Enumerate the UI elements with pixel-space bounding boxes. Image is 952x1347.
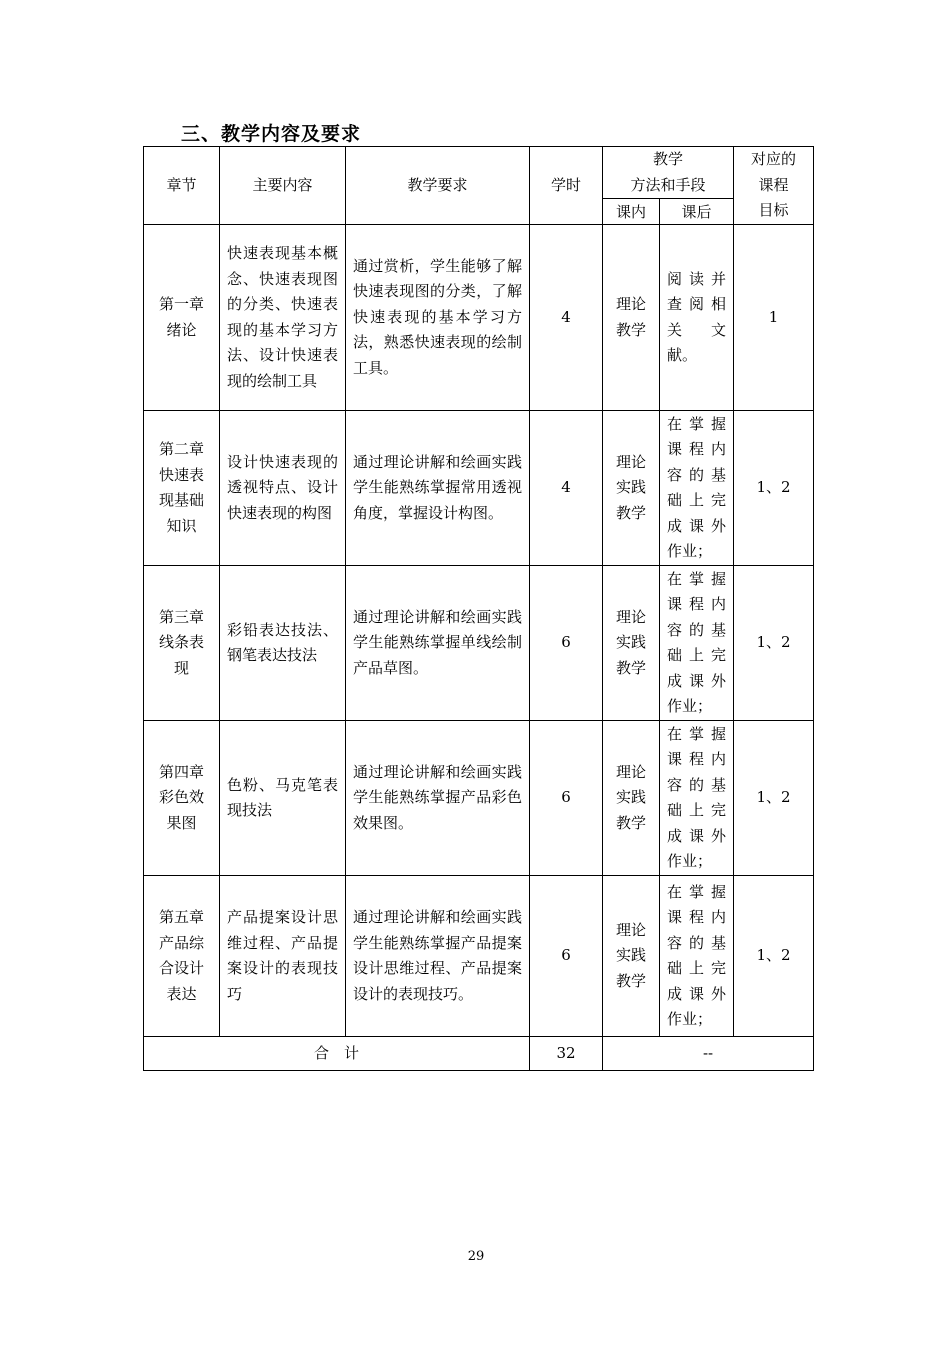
in-class-cell: 理论 实践 教学	[615, 762, 646, 832]
objectives-cell: 1、2	[734, 876, 814, 1037]
in-class-cell: 理论 教学	[615, 295, 646, 339]
after-class-line: 作业；	[667, 1010, 713, 1028]
after-class-line: 础上完	[667, 801, 727, 819]
after-class-line: 阅读并	[667, 269, 727, 288]
chapter-cell: 第三章 线条表 现	[158, 607, 204, 677]
in-class-cell: 理论 实践 教学	[615, 607, 646, 677]
total-label: 合 计	[144, 1037, 530, 1071]
total-hours: 32	[530, 1037, 603, 1071]
after-class-line: 容的基	[667, 465, 727, 484]
in-class-cell: 理论 实践 教学	[615, 452, 646, 522]
after-class-line: 在掌握	[667, 724, 727, 743]
objectives-cell: 1	[734, 225, 814, 411]
table-row	[144, 225, 814, 411]
header-main-content: 主要内容	[220, 147, 346, 225]
main-content-cell: 色粉、马克笔表现技法	[227, 775, 338, 819]
after-class-line: 容的基	[667, 775, 727, 794]
header-course-objectives: 对应的 课程 目标	[734, 147, 814, 225]
after-class-line: 课程内	[667, 908, 727, 926]
chapter-cell: 第五章 产品综 合设计 表达	[158, 908, 204, 1003]
header-chapter: 章节	[144, 147, 220, 225]
total-row	[144, 1037, 814, 1071]
after-class-cell	[660, 411, 734, 566]
after-class-line: 献。	[667, 346, 698, 364]
hours-cell: 4	[530, 411, 603, 566]
after-class-line: 关 文	[667, 320, 727, 339]
after-class-line: 成课外	[667, 826, 727, 845]
after-class-line: 成课外	[667, 671, 727, 690]
main-content-cell: 设计快速表现的透视特点、设计快速表现的构图	[227, 452, 338, 522]
hours-cell: 6	[530, 876, 603, 1037]
after-class-line: 作业；	[667, 542, 713, 560]
after-class-line: 课程内	[667, 440, 727, 458]
after-class-line: 查阅相	[667, 295, 727, 313]
after-class-line: 容的基	[667, 933, 727, 952]
requirement-cell: 通过理论讲解和绘画实践学生能熟练掌握产品提案设计思维过程、产品提案设计的表现技巧。	[353, 908, 522, 1003]
chapter-cell: 第四章 彩色效 果图	[158, 762, 204, 832]
main-content-cell: 快速表现基本概念、快速表现图的分类、快速表现的基本学习方法、设计快速表现的绘制工具	[227, 244, 338, 390]
header-teaching-methods: 教学 方法和手段	[603, 147, 734, 199]
requirement-cell: 通过赏析，学生能够了解快速表现图的分类，了解快速表现的基本学习方法，熟悉快速表现的绘制工具。	[353, 256, 522, 377]
after-class-line: 容的基	[667, 620, 727, 639]
after-class-line: 作业；	[667, 697, 713, 715]
chapter-cell: 第一章 绪论	[158, 295, 204, 339]
table-row	[144, 721, 814, 876]
requirement-cell: 通过理论讲解和绘画实践学生能熟练掌握单线绘制产品草图。	[353, 607, 522, 677]
main-content-cell: 彩铅表达技法、钢笔表达技法	[227, 620, 338, 664]
hours-cell: 6	[530, 721, 603, 876]
objectives-cell: 1、2	[734, 411, 814, 566]
hours-cell: 6	[530, 566, 603, 721]
header-teaching-requirement: 教学要求	[346, 147, 530, 225]
main-content-cell: 产品提案设计思维过程、产品提案设计的表现技巧	[227, 908, 338, 1003]
after-class-cell	[660, 721, 734, 876]
section-title: 三、教学内容及要求	[181, 123, 362, 145]
table-row	[144, 566, 814, 721]
objectives-cell: 1、2	[734, 566, 814, 721]
after-class-cell	[660, 225, 734, 411]
after-class-line: 在掌握	[667, 414, 727, 433]
requirement-cell: 通过理论讲解和绘画实践学生能熟练掌握产品彩色效果图。	[353, 762, 522, 832]
table-row	[144, 411, 814, 566]
in-class-cell: 理论 实践 教学	[615, 920, 646, 990]
after-class-line: 成课外	[667, 984, 727, 1003]
after-class-cell	[660, 876, 734, 1037]
requirement-cell: 通过理论讲解和绘画实践学生能熟练掌握常用透视角度，掌握设计构图。	[353, 452, 522, 522]
page-number: 29	[467, 1249, 485, 1264]
after-class-line: 础上完	[667, 646, 727, 664]
header-hours: 学时	[530, 147, 603, 225]
after-class-cell	[660, 566, 734, 721]
hours-cell: 4	[530, 225, 603, 411]
after-class-line: 础上完	[667, 959, 727, 977]
after-class-line: 课程内	[667, 595, 727, 613]
chapter-cell: 第二章 快速表 现基础 知识	[158, 440, 204, 535]
after-class-line: 在掌握	[667, 882, 727, 901]
after-class-line: 成课外	[667, 516, 727, 535]
header-in-class: 课内	[603, 199, 660, 225]
after-class-line: 础上完	[667, 491, 727, 509]
table-row	[144, 876, 814, 1037]
after-class-line: 作业；	[667, 852, 713, 870]
objectives-cell: 1、2	[734, 721, 814, 876]
after-class-line: 在掌握	[667, 569, 727, 588]
after-class-line: 课程内	[667, 750, 727, 768]
header-after-class: 课后	[660, 199, 734, 225]
teaching-content-table	[143, 146, 814, 1071]
total-methods: --	[603, 1037, 814, 1071]
